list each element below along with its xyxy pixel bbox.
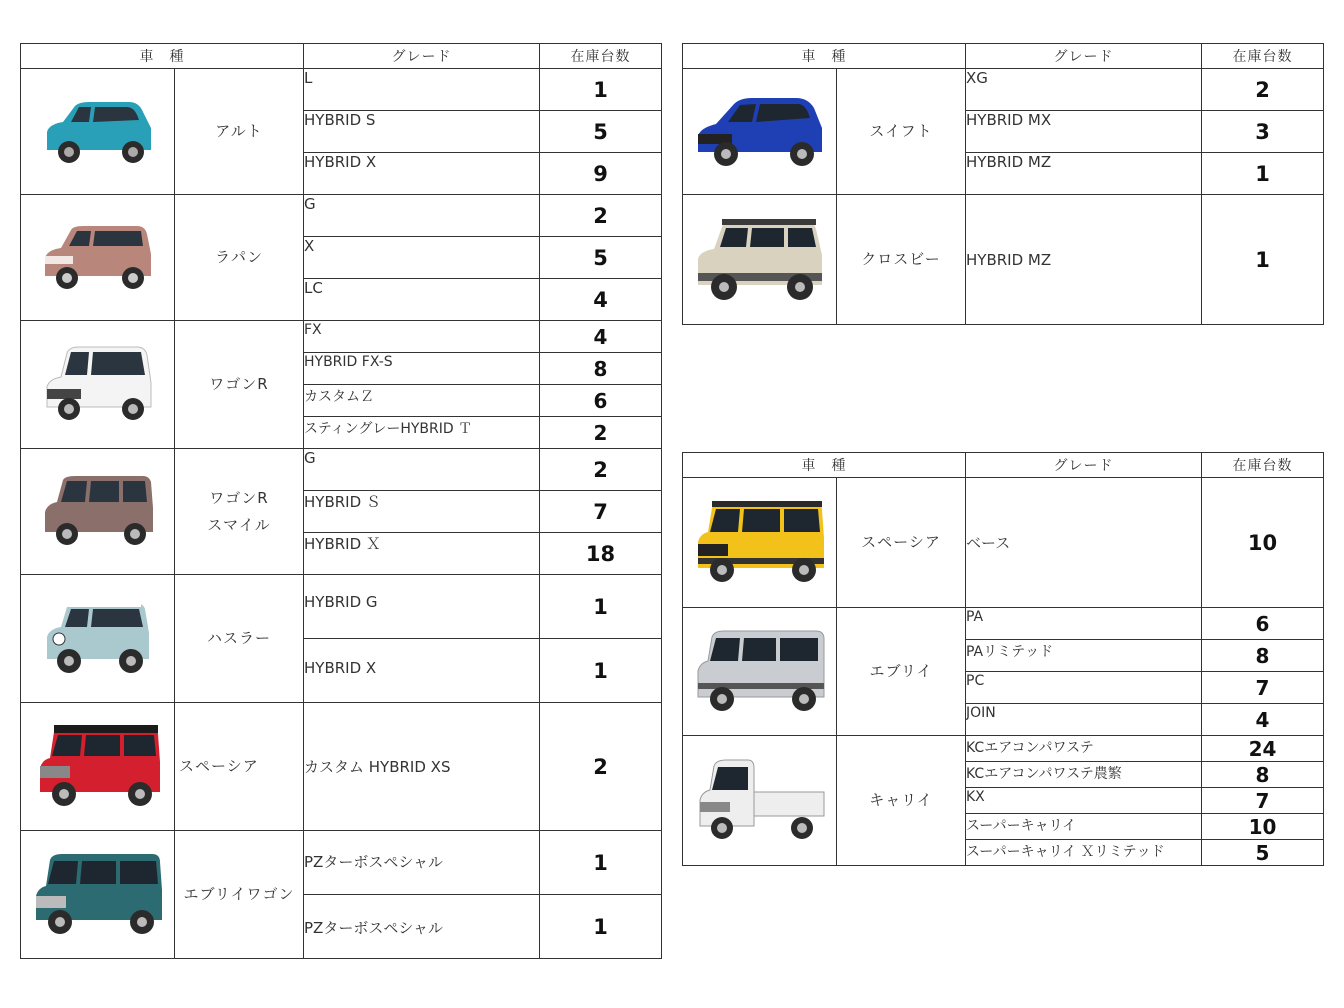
car-image-every-wagon [21,831,175,959]
stock-count: 4 [540,279,662,321]
table-header-row [683,453,1324,478]
stock-count: 7 [1202,788,1324,814]
header-car-model: 車 種 [683,44,966,69]
grade-cell: HYBRID Ｓ [304,491,540,533]
stock-count: 1 [540,895,662,959]
grade-cell: ベース [966,478,1202,608]
stock-count: 3 [1202,111,1324,153]
grade-cell: HYBRID X [304,153,540,195]
right-bottom-inventory-table [682,452,1324,866]
header-stock: 在庫台数 [1202,453,1324,478]
car-name-wagonr: ワゴンR [175,321,304,449]
car-image-lapin [21,195,175,321]
car-image-wagonr [21,321,175,449]
kei-crossover-icon [33,597,163,681]
stock-count: 2 [540,195,662,237]
grade-cell: KX [966,788,1202,814]
stock-count: 5 [540,111,662,153]
stock-count: 7 [1202,672,1324,704]
car-image-spacia [21,703,175,831]
stock-count: 8 [1202,762,1324,788]
stock-count: 1 [540,69,662,111]
grade-cell: HYBRID Ｘ [304,533,540,575]
grade-cell: PC [966,672,1202,704]
table-row [683,478,1324,608]
table-header-row [21,44,662,69]
car-image-carry [683,736,837,866]
grade-cell: HYBRID MX [966,111,1202,153]
stock-count: 2 [540,417,662,449]
stock-count: 1 [1202,153,1324,195]
car-image-spacia-base [683,478,837,608]
table-header-row [683,44,1324,69]
kei-van-icon [30,722,166,812]
kei-slide-wagon-icon [33,472,163,552]
grade-cell: スティングレーHYBRID Ｔ [304,417,540,449]
table-row [21,69,662,111]
table-row [21,449,662,491]
car-name-swift: スイフト [837,69,966,195]
table-row [683,736,1324,762]
stock-count: 8 [1202,640,1324,672]
stock-count: 1 [540,575,662,639]
header-grade: グレード [966,453,1202,478]
grade-cell: XG [966,69,1202,111]
kei-minivan-icon [28,850,168,940]
stock-count: 4 [540,321,662,353]
car-image-hustler [21,575,175,703]
table-row [21,321,662,353]
kei-tall-wagon-icon [33,343,163,427]
car-image-every [683,608,837,736]
hatchback-icon [690,90,830,174]
stock-count: 2 [540,703,662,831]
stock-count: 9 [540,153,662,195]
right-top-inventory-table [682,43,1324,325]
header-stock: 在庫台数 [1202,44,1324,69]
stock-count: 24 [1202,736,1324,762]
car-image-swift [683,69,837,195]
stock-count: 1 [540,639,662,703]
grade-cell: カスタムＺ [304,385,540,417]
car-name-carry: キャリイ [837,736,966,866]
car-image-crossbee [683,195,837,325]
car-name-alto: アルト [175,69,304,195]
stock-count: 5 [1202,840,1324,866]
header-car-model: 車 種 [683,453,966,478]
left-inventory-table [20,43,662,959]
grade-cell: PZターボスペシャル [304,831,540,895]
car-name-spacia-base: スペーシア [837,478,966,608]
header-stock: 在庫台数 [540,44,662,69]
stock-count: 6 [540,385,662,417]
table-row [21,575,662,639]
grade-cell: スーパーキャリイ Ｘリミテッド [966,840,1202,866]
grade-cell: HYBRID MZ [966,153,1202,195]
stock-count: 2 [540,449,662,491]
table-row [683,195,1324,325]
grade-cell: L [304,69,540,111]
car-name-line: スマイル [207,515,271,534]
stock-count: 10 [1202,478,1324,608]
car-name-crossbee: クロスビー [837,195,966,325]
header-grade: グレード [966,44,1202,69]
stock-count: 10 [1202,814,1324,840]
stock-count: 7 [540,491,662,533]
grade-cell: HYBRID FX-S [304,353,540,385]
grade-cell: KCエアコンパワステ農繁 [966,762,1202,788]
grade-cell: LC [304,279,540,321]
car-name-spacia: スペーシア [175,703,304,831]
table-row [21,831,662,895]
car-name-hustler: ハスラー [175,575,304,703]
grade-cell: HYBRID MZ [966,195,1202,325]
header-car-model: 車 種 [21,44,304,69]
car-name-every-wagon: エブリイワゴン [175,831,304,959]
table-row [683,608,1324,640]
header-grade: グレード [304,44,540,69]
stock-count: 18 [540,533,662,575]
grade-cell: PZターボスペシャル [304,895,540,959]
stock-count: 1 [540,831,662,895]
table-row [21,195,662,237]
grade-cell: KCエアコンパワステ [966,736,1202,762]
kei-hatchback-icon [33,92,163,172]
kei-truck-icon [690,756,830,846]
commercial-van-icon [690,627,830,717]
grade-cell: HYBRID G [304,575,540,639]
car-name-line: ワゴンR [209,488,269,507]
grade-cell: JOIN [966,704,1202,736]
grade-cell: スーパーキャリイ [966,814,1202,840]
crossover-suv-icon [690,215,830,305]
stock-count: 4 [1202,704,1324,736]
car-image-alto [21,69,175,195]
car-image-wagonr-smile [21,449,175,575]
grade-cell: カスタム HYBRID XS [304,703,540,831]
car-name-wagonr-smile [175,449,304,575]
grade-cell: G [304,449,540,491]
grade-cell: PAリミテッド [966,640,1202,672]
grade-cell: PA [966,608,1202,640]
kei-van-yellow-icon [690,498,830,588]
car-name-every: エブリイ [837,608,966,736]
table-row [683,69,1324,111]
stock-count: 8 [540,353,662,385]
car-name-lapin: ラパン [175,195,304,321]
grade-cell: HYBRID S [304,111,540,153]
grade-cell: G [304,195,540,237]
grade-cell: HYBRID X [304,639,540,703]
stock-count: 6 [1202,608,1324,640]
table-row [21,703,662,831]
stock-count: 5 [540,237,662,279]
grade-cell: FX [304,321,540,353]
kei-boxy-icon [33,218,163,298]
stock-count: 2 [1202,69,1324,111]
grade-cell: X [304,237,540,279]
stock-count: 1 [1202,195,1324,325]
